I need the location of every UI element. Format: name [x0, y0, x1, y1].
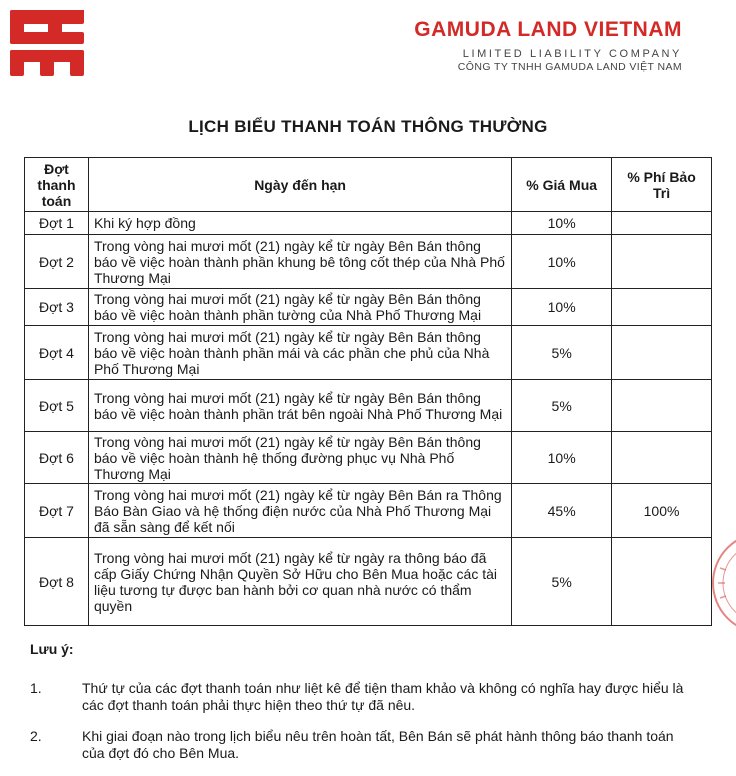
cell-due: Khi ký hợp đồng — [88, 212, 511, 235]
cell-dot: Đợt 7 — [25, 484, 89, 538]
note-text: Thứ tự của các đợt thanh toán như liệt kê để tiện tham khảo và không có nghĩa hay được hiểu là các đợt thanh toán phải thực hiện theo thứ tự đã nêu. — [82, 680, 684, 713]
cell-fee — [612, 235, 712, 289]
cell-dot: Đợt 6 — [25, 432, 89, 484]
notes-title: Lưu ý: — [30, 641, 74, 657]
cell-fee — [612, 538, 712, 626]
cell-dot: Đợt 3 — [25, 289, 89, 326]
payment-schedule-table — [24, 157, 712, 626]
table-row — [25, 235, 712, 289]
cell-pct: 10% — [512, 235, 612, 289]
note-text: Khi giai đoạn nào trong lịch biểu nêu trên hoàn tất, Bên Bán sẽ phát hành thông báo thanh toán của đợt đó cho Bên Mua. — [82, 728, 674, 761]
table-header-row — [25, 158, 712, 212]
cell-fee — [612, 432, 712, 484]
cell-pct: 5% — [512, 326, 612, 380]
note-item — [30, 728, 690, 762]
cell-dot: Đợt 2 — [25, 235, 89, 289]
cell-fee — [612, 289, 712, 326]
table-row — [25, 212, 712, 235]
cell-due: Trong vòng hai mươi mốt (21) ngày kể từ ngày Bên Bán thông báo về việc hoàn thành phần khung bê tông cốt thép của Nhà Phố Thương Mại — [88, 235, 511, 289]
gamuda-logo-icon — [8, 8, 86, 78]
cell-due: Trong vòng hai mươi mốt (21) ngày kể từ ngày Bên Bán thông báo về việc hoàn thành phần tường của Nhà Phố Thương Mại — [88, 289, 511, 326]
cell-pct: 45% — [512, 484, 612, 538]
header-dot: Đợt thanh toán — [25, 158, 89, 212]
cell-fee — [612, 326, 712, 380]
company-name: GAMUDA LAND VIETNAM — [414, 18, 682, 41]
document-title: LỊCH BIỂU THANH TOÁN THÔNG THƯỜNG — [188, 117, 548, 136]
header-price-pct: % Giá Mua — [512, 158, 612, 212]
company-vietnamese-name: CÔNG TY TNHH GAMUDA LAND VIỆT NAM — [457, 61, 682, 73]
cell-fee: 100% — [612, 484, 712, 538]
note-item — [30, 680, 690, 714]
table-row — [25, 432, 712, 484]
cell-pct: 5% — [512, 380, 612, 432]
notes-section — [30, 641, 690, 776]
company-seal-stamp-icon — [708, 528, 736, 638]
note-number: 1. — [30, 680, 42, 696]
company-header — [414, 18, 682, 73]
cell-due: Trong vòng hai mươi mốt (21) ngày kể từ ngày Bên Bán ra Thông Báo Bàn Giao và hệ thống điện nước của Nhà Phố Thương Mại đã sẵn sàng để kết nối — [88, 484, 511, 538]
cell-due: Trong vòng hai mươi mốt (21) ngày kể từ ngày Bên Bán thông báo về việc hoàn thành phần trát bên ngoài Nhà Phố Thương Mại — [88, 380, 511, 432]
cell-dot: Đợt 5 — [25, 380, 89, 432]
cell-due: Trong vòng hai mươi mốt (21) ngày kể từ ngày Bên Bán thông báo về việc hoàn thành hệ thống đường phục vụ Nhà Phố Thương Mại — [88, 432, 511, 484]
header-fee-pct: % Phí Bảo Trì — [612, 158, 712, 212]
cell-due: Trong vòng hai mươi mốt (21) ngày kể từ ngày Bên Bán thông báo về việc hoàn thành phần mái và các phần che phủ của Nhà Phố Thương Mại — [88, 326, 511, 380]
header-due-date: Ngày đến hạn — [88, 158, 511, 212]
cell-pct: 10% — [512, 289, 612, 326]
cell-pct: 5% — [512, 538, 612, 626]
note-number: 2. — [30, 728, 42, 744]
table-row — [25, 380, 712, 432]
table-row — [25, 484, 712, 538]
cell-fee — [612, 380, 712, 432]
cell-pct: 10% — [512, 212, 612, 235]
company-subtitle: LIMITED LIABILITY COMPANY — [462, 48, 682, 60]
cell-fee — [612, 212, 712, 235]
table-row — [25, 289, 712, 326]
cell-due: Trong vòng hai mươi mốt (21) ngày kể từ ngày ra thông báo đã cấp Giấy Chứng Nhận Quyền Sở Hữu cho Bên Mua hoặc các tài liệu tương tự được ban hành bởi cơ quan nhà nước có thẩm quyền — [88, 538, 511, 626]
cell-dot: Đợt 4 — [25, 326, 89, 380]
table-row — [25, 538, 712, 626]
cell-dot: Đợt 1 — [25, 212, 89, 235]
table-row — [25, 326, 712, 380]
cell-pct: 10% — [512, 432, 612, 484]
cell-dot: Đợt 8 — [25, 538, 89, 626]
